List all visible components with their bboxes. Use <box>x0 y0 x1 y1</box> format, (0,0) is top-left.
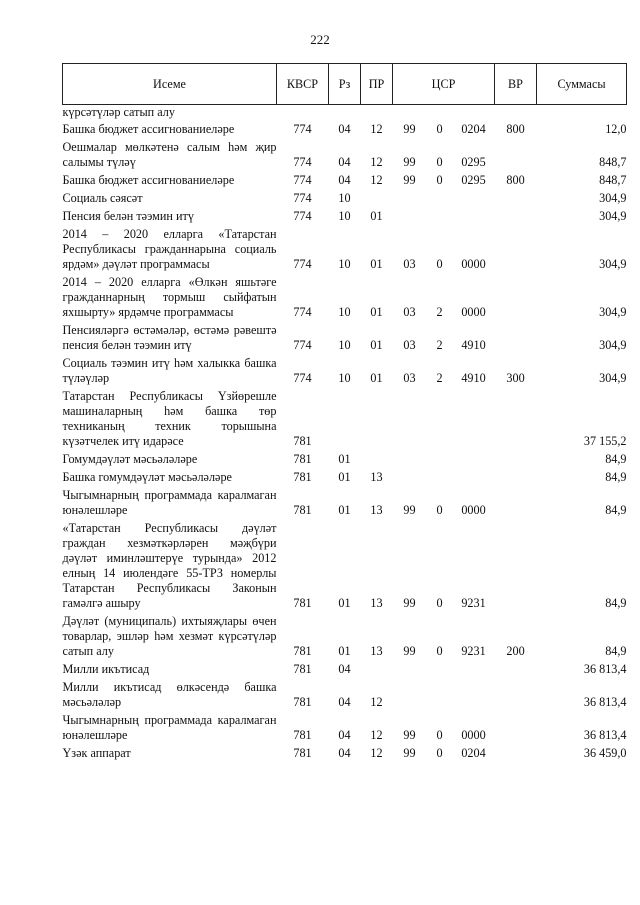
row-csr-direction <box>453 449 495 467</box>
row-csr-direction: 0000 <box>461 728 486 742</box>
row-vr <box>495 677 537 710</box>
row-csr-program <box>393 467 427 485</box>
row-name: 2014 – 2020 елларга «Татарстан Республикасы гражданнарына социаль ярдәм» дәүләт программасы <box>62 227 277 271</box>
row-csr-direction: 0204 <box>461 746 486 760</box>
row-name: «Татарстан Республикасы дәүләт граждан хезмәткәрләрен мәҗбүри дәүләт иминләштерүе турында» 2012 елның 14 июлендәге 55-ТРЗ номерлы Татарстан Республикасы Законын гамәлгә ашыру <box>62 521 277 610</box>
row-vr <box>495 485 537 518</box>
row-pr: 12 <box>370 122 383 136</box>
row-csr-subprogram: 0 <box>436 503 443 517</box>
row-kvsr: 774 <box>293 257 312 271</box>
row-sum: 36 813,4 <box>583 662 627 676</box>
row-csr-subprogram: 2 <box>436 305 443 319</box>
row-pr: 12 <box>370 746 383 760</box>
row-csr-subprogram <box>427 206 453 224</box>
row-rz: 04 <box>338 728 351 742</box>
row-kvsr: 781 <box>293 434 312 448</box>
row-sum: 304,9 <box>599 257 627 271</box>
row-name: Пенсия белән тәэмин итү <box>62 209 194 223</box>
row-csr-program: 03 <box>403 257 416 271</box>
row-sum: 36 813,4 <box>583 728 627 742</box>
row-sum: 304,9 <box>599 338 627 352</box>
row-vr <box>495 105 537 120</box>
row-vr: 200 <box>506 644 525 658</box>
table-row <box>63 353 627 386</box>
row-vr <box>495 518 537 611</box>
row-csr-subprogram <box>427 188 453 206</box>
row-sum: 36 459,0 <box>583 746 627 760</box>
row-csr-program: 99 <box>403 173 416 187</box>
row-csr-subprogram: 0 <box>436 728 443 742</box>
row-csr-direction <box>453 677 495 710</box>
row-csr-program <box>393 677 427 710</box>
row-pr <box>361 188 393 206</box>
row-csr-direction: 9231 <box>461 596 486 610</box>
row-vr: 800 <box>506 122 525 136</box>
table-row <box>63 188 627 206</box>
row-kvsr: 781 <box>293 452 312 466</box>
row-csr-subprogram <box>427 677 453 710</box>
row-kvsr: 774 <box>293 305 312 319</box>
row-kvsr: 781 <box>293 503 312 517</box>
table-row <box>63 320 627 353</box>
row-vr: 300 <box>506 371 525 385</box>
row-pr: 12 <box>370 155 383 169</box>
row-pr: 12 <box>370 728 383 742</box>
row-vr: 800 <box>506 173 525 187</box>
row-vr <box>495 743 537 761</box>
row-csr-subprogram <box>427 386 453 449</box>
table-row <box>63 105 627 120</box>
row-csr-subprogram: 0 <box>436 122 443 136</box>
row-csr-program: 03 <box>403 338 416 352</box>
row-csr-direction: 0000 <box>461 257 486 271</box>
row-name: Башка гомумдәүләт мәсьәләләре <box>62 470 232 484</box>
row-name: Оешмалар мөлкәтенә салым һәм җир салымы түләү <box>62 140 277 169</box>
table-row <box>63 611 627 659</box>
row-rz: 10 <box>338 209 351 223</box>
table-row <box>63 386 627 449</box>
row-sum <box>537 105 627 120</box>
row-csr-direction: 0000 <box>461 305 486 319</box>
row-csr-program: 99 <box>403 644 416 658</box>
row-kvsr: 774 <box>293 191 312 205</box>
header-pr: ПР <box>361 64 393 105</box>
row-sum: 848,7 <box>599 155 627 169</box>
row-name: Татарстан Республикасы Үзйөрешле машиналарның һәм башка төр техниканың техник торышына күзәтчелек итү идарәсе <box>62 389 277 448</box>
row-rz: 04 <box>338 155 351 169</box>
row-pr <box>361 659 393 677</box>
row-pr <box>361 386 393 449</box>
row-csr-direction <box>453 206 495 224</box>
row-name: 2014 – 2020 елларга «Өлкән яшьтәге гражданнарның тормыш сыйфатын яхшырту» ярдәмче программасы <box>62 275 277 319</box>
header-vr: ВР <box>495 64 537 105</box>
row-rz: 01 <box>338 452 351 466</box>
table-row <box>63 677 627 710</box>
row-name: Чыгымнарның программада каралмаган юнәлешләре <box>62 713 277 742</box>
row-csr-direction: 0295 <box>461 173 486 187</box>
row-sum: 37 155,2 <box>583 434 627 448</box>
row-sum: 304,9 <box>599 305 627 319</box>
row-csr-direction <box>453 659 495 677</box>
row-csr-direction <box>453 467 495 485</box>
table-row <box>63 206 627 224</box>
row-sum: 84,9 <box>605 452 627 466</box>
row-csr-direction <box>453 188 495 206</box>
row-kvsr: 781 <box>293 644 312 658</box>
row-vr <box>495 449 537 467</box>
row-vr <box>495 224 537 272</box>
table-row <box>63 743 627 761</box>
row-csr-subprogram: 0 <box>436 644 443 658</box>
row-pr: 13 <box>370 644 383 658</box>
row-pr: 13 <box>370 503 383 517</box>
row-kvsr: 781 <box>293 746 312 760</box>
row-csr-subprogram <box>427 105 453 120</box>
row-pr: 01 <box>370 305 383 319</box>
row-kvsr: 781 <box>293 470 312 484</box>
row-rz: 10 <box>338 305 351 319</box>
row-csr-subprogram: 2 <box>436 371 443 385</box>
row-kvsr: 781 <box>293 695 312 709</box>
row-kvsr: 781 <box>293 596 312 610</box>
table-row <box>63 272 627 320</box>
table-row <box>63 485 627 518</box>
row-name: Пенсияләргә өстәмәләр, өстәмә рәвештә пенсия белән тәэмин итү <box>62 323 277 352</box>
row-sum: 84,9 <box>605 503 627 517</box>
table-header-row <box>63 64 627 105</box>
header-csr: ЦСР <box>393 64 495 105</box>
row-csr-program <box>393 449 427 467</box>
row-vr <box>495 386 537 449</box>
row-csr-subprogram: 0 <box>436 596 443 610</box>
header-rz: Рз <box>329 64 361 105</box>
row-sum: 84,9 <box>605 644 627 658</box>
row-name: Социаль тәэмин итү һәм халыкка башка түләүләр <box>62 356 277 385</box>
row-pr: 01 <box>370 338 383 352</box>
row-sum: 12,0 <box>605 122 627 136</box>
row-name: Башка бюджет ассигнованиеләре <box>62 173 235 187</box>
row-csr-subprogram: 2 <box>436 338 443 352</box>
row-pr: 01 <box>370 209 383 223</box>
row-csr-program: 03 <box>403 305 416 319</box>
row-kvsr <box>277 105 329 120</box>
row-sum: 304,9 <box>599 371 627 385</box>
table-row <box>63 710 627 743</box>
row-name: Чыгымнарның программада каралмаган юнәлешләре <box>62 488 277 517</box>
row-pr: 01 <box>370 371 383 385</box>
row-rz: 10 <box>338 371 351 385</box>
row-kvsr: 774 <box>293 338 312 352</box>
row-csr-direction: 0295 <box>461 155 486 169</box>
table-row <box>63 170 627 188</box>
row-csr-direction <box>453 386 495 449</box>
row-name: Социаль сәясәт <box>62 191 143 205</box>
row-rz: 01 <box>338 470 351 484</box>
row-rz: 01 <box>338 503 351 517</box>
row-csr-program: 99 <box>403 746 416 760</box>
table-row <box>63 467 627 485</box>
row-vr <box>495 659 537 677</box>
row-csr-subprogram: 0 <box>436 257 443 271</box>
row-rz: 04 <box>338 746 351 760</box>
row-csr-direction: 4910 <box>461 338 486 352</box>
budget-table <box>62 63 627 761</box>
row-csr-program: 99 <box>403 503 416 517</box>
row-kvsr: 774 <box>293 155 312 169</box>
row-kvsr: 774 <box>293 371 312 385</box>
row-rz: 04 <box>338 122 351 136</box>
row-csr-subprogram <box>427 449 453 467</box>
row-sum: 84,9 <box>605 596 627 610</box>
row-rz: 04 <box>338 662 351 676</box>
row-rz: 10 <box>338 257 351 271</box>
header-sum: Суммасы <box>537 64 627 105</box>
table-row <box>63 119 627 137</box>
row-csr-program: 03 <box>403 371 416 385</box>
row-csr-program <box>393 188 427 206</box>
row-vr <box>495 206 537 224</box>
row-csr-program <box>393 105 427 120</box>
row-sum: 84,9 <box>605 470 627 484</box>
row-pr: 01 <box>370 257 383 271</box>
row-pr <box>361 105 393 120</box>
row-rz: 01 <box>338 644 351 658</box>
row-pr: 13 <box>370 470 383 484</box>
row-vr <box>495 320 537 353</box>
row-rz: 10 <box>338 338 351 352</box>
row-csr-program <box>393 659 427 677</box>
row-kvsr: 774 <box>293 209 312 223</box>
table-row <box>63 449 627 467</box>
row-csr-subprogram: 0 <box>436 155 443 169</box>
row-csr-subprogram: 0 <box>436 173 443 187</box>
row-vr <box>495 710 537 743</box>
row-sum: 304,9 <box>599 209 627 223</box>
row-kvsr: 781 <box>293 728 312 742</box>
row-csr-direction: 0000 <box>461 503 486 517</box>
row-name: Үзәк аппарат <box>62 746 131 760</box>
header-kvsr: КВСР <box>277 64 329 105</box>
row-name: Башка бюджет ассигнованиеләре <box>62 122 235 136</box>
row-csr-direction: 4910 <box>461 371 486 385</box>
row-kvsr: 774 <box>293 122 312 136</box>
row-csr-program: 99 <box>403 122 416 136</box>
row-csr-direction: 9231 <box>461 644 486 658</box>
row-csr-subprogram: 0 <box>436 746 443 760</box>
row-sum: 36 813,4 <box>583 695 627 709</box>
row-csr-program <box>393 206 427 224</box>
page-number: 222 <box>310 32 330 47</box>
row-rz <box>329 105 361 120</box>
row-vr <box>495 467 537 485</box>
row-kvsr: 781 <box>293 662 312 676</box>
row-pr <box>361 449 393 467</box>
row-csr-program: 99 <box>403 728 416 742</box>
row-csr-direction: 0204 <box>461 122 486 136</box>
row-name: күрсәтүләр сатып алу <box>62 105 175 119</box>
row-csr-subprogram <box>427 659 453 677</box>
row-vr <box>495 137 537 170</box>
row-rz: 10 <box>338 191 351 205</box>
row-pr: 12 <box>370 695 383 709</box>
table-row <box>63 137 627 170</box>
row-csr-program <box>393 386 427 449</box>
row-name: Милли икътисад өлкәсендә башка мәсьәләләр <box>62 680 277 709</box>
row-sum: 848,7 <box>599 173 627 187</box>
row-name: Гомумдәүләт мәсьәләләре <box>62 452 198 466</box>
table-row <box>63 659 627 677</box>
row-sum: 304,9 <box>599 191 627 205</box>
row-name: Милли икътисад <box>62 662 150 676</box>
row-pr: 13 <box>370 596 383 610</box>
row-csr-program: 99 <box>403 596 416 610</box>
row-kvsr: 774 <box>293 173 312 187</box>
row-rz <box>329 386 361 449</box>
row-vr <box>495 188 537 206</box>
table-row <box>63 224 627 272</box>
table-row <box>63 518 627 611</box>
row-rz: 01 <box>338 596 351 610</box>
row-csr-subprogram <box>427 467 453 485</box>
row-name: Дәүләт (муниципаль) ихтыяҗлары өчен товарлар, эшләр һәм хезмәт күрсәтүләр сатып алу <box>62 614 277 658</box>
row-rz: 04 <box>338 695 351 709</box>
row-vr <box>495 272 537 320</box>
header-name: Исеме <box>63 64 277 105</box>
row-pr: 12 <box>370 173 383 187</box>
row-csr-program: 99 <box>403 155 416 169</box>
row-rz: 04 <box>338 173 351 187</box>
row-csr-direction <box>453 105 495 120</box>
